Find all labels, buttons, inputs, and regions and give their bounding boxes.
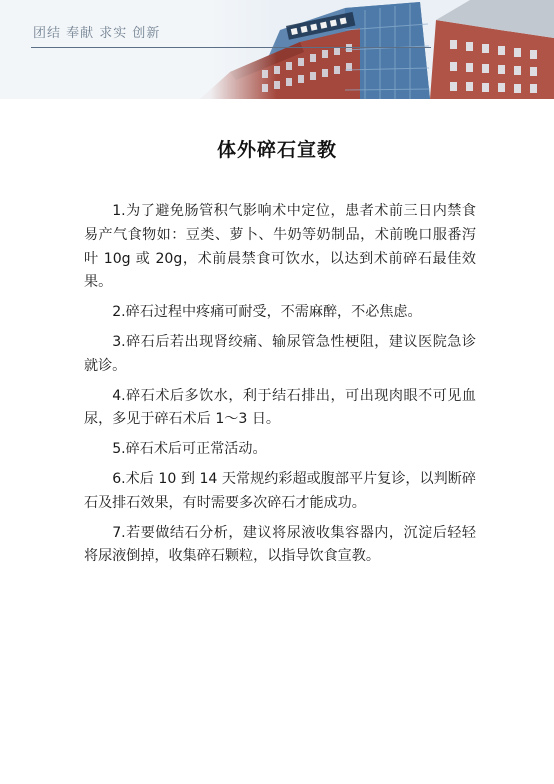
header-banner — [0, 0, 554, 99]
hospital-slogan: 团结 奉献 求实 创新 — [33, 26, 161, 41]
paragraph-5: 5.碎石术后可正常活动。 — [112, 441, 267, 458]
paragraph-4: 4.碎石术后多饮水，利于结石排出，可出现肉眼不可见血尿，多见于碎石术后 1～3 日。 — [84, 387, 476, 428]
paragraph-6: 6.术后 10 到 14 天常规约彩超或腹部平片复诊，以判断碎石及排石效果，有时需要多次碎石才能成功。 — [84, 470, 476, 511]
document-body — [84, 200, 476, 575]
paragraph-7: 7.若要做结石分析，建议将尿液收集容器内，沉淀后轻轻将尿液倒掉，收集碎石颗粒，以指导饮食宣教。 — [84, 524, 476, 565]
paragraph-3: 3.碎石后若出现肾绞痛、输尿管急性梗阻，建议医院急诊就诊。 — [84, 333, 476, 374]
document-title: 体外碎石宣教 — [216, 139, 337, 161]
slogan-divider — [31, 47, 431, 48]
paragraph-2: 2.碎石过程中疼痛可耐受，不需麻醉，不必焦虑。 — [112, 304, 422, 321]
paragraph-1: 1.为了避免肠管积气影响术中定位，患者术前三日内禁食易产气食物如：豆类、萝卜、牛奶等奶制品，术前晚口服番泻叶 10g 或 20g，术前晨禁食可饮水，以达到术前碎石最佳效果。 — [84, 203, 476, 291]
hospital-building-image — [0, 0, 554, 99]
